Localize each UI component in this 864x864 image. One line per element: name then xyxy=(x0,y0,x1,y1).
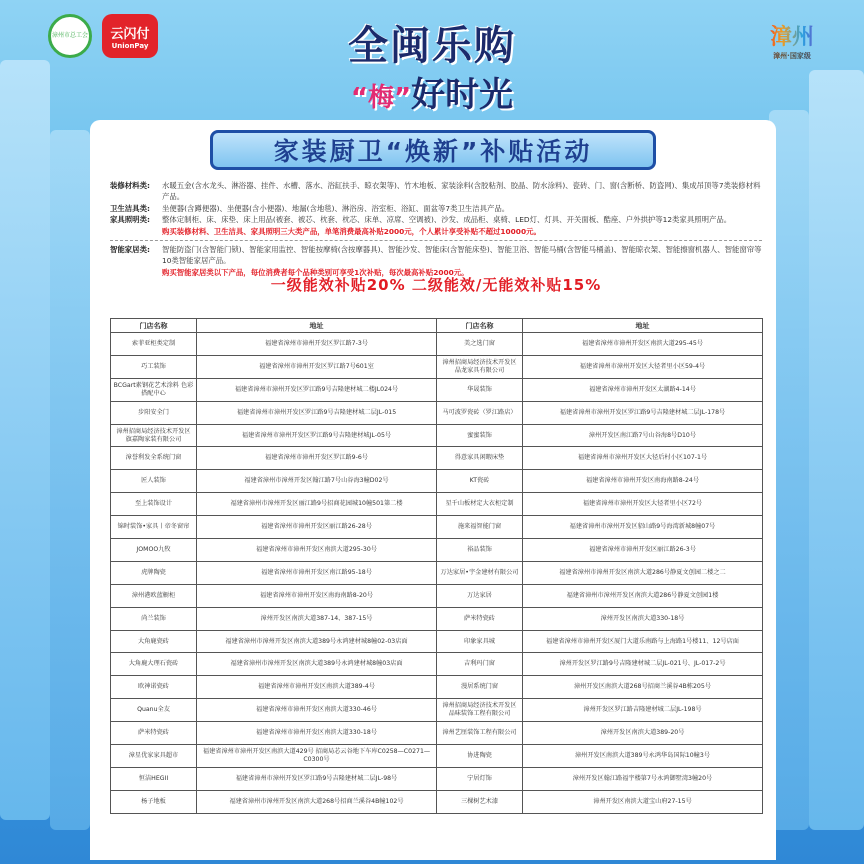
category-text: 智能防盗门(含智能门锁)、智能家用监控、智能按摩椅(含按摩器具)、智能沙发、智能床(含智能床垫)、智能卫浴、智能马桶(含智能马桶盖)、智能晾衣架、智能擦窗机器人、智能窗帘等10类智能家居产品。 xyxy=(162,245,762,266)
category-row xyxy=(110,180,762,203)
store-address-cell: 福建省漳州市漳州开发区南滨大道330-18号 xyxy=(197,722,437,745)
store-name-cell: 施来福智能门窗 xyxy=(437,516,523,539)
store-address-cell: 福建省漳州市漳州开发区大径者里小区59-4号 xyxy=(523,355,763,378)
store-address-cell: 福建省漳州市漳州开发区罗江路9号吉隆建材城二层JL-015 xyxy=(197,401,437,424)
store-name-cell: 漳星优家家具超市 xyxy=(111,745,197,768)
unionpay-logo-text: 云闪付 xyxy=(110,26,150,42)
header-store-name: 门店名称 xyxy=(437,319,523,333)
table-row xyxy=(111,401,763,424)
store-name-cell: 得意家具闲暇床垫 xyxy=(437,447,523,470)
table-row xyxy=(111,355,763,378)
background-building-right xyxy=(809,70,864,830)
table-row xyxy=(111,470,763,493)
store-address-cell: 福建省漳州市漳州开发区罗江路9号吉隆建材城JL-05号 xyxy=(197,424,437,447)
store-name-cell: 锦时装饰•家具丨帝冬窗帘 xyxy=(111,516,197,539)
store-name-cell: 蜜蜜装饰 xyxy=(437,424,523,447)
table-row xyxy=(111,584,763,607)
store-name-cell: 美之选门窗 xyxy=(437,333,523,356)
store-name-cell: 至上装饰设计 xyxy=(111,493,197,516)
store-address-cell: 福建省漳州市漳州开发区罗江路9-6号 xyxy=(197,447,437,470)
hero-title-rest: 好时光 xyxy=(411,75,514,115)
store-name-cell: 宁居灯饰 xyxy=(437,767,523,790)
hero-title-mei: “梅” xyxy=(350,83,412,113)
store-address-cell: 福建省漳州市漳州开发区南滨大道286号静夏文创园1楼 xyxy=(523,584,763,607)
store-name-cell: 三棵树艺术漆 xyxy=(437,790,523,813)
store-address-cell: 福建省漳州市漳州开发区罗江路7号601室 xyxy=(197,355,437,378)
store-address-cell: 福建省漳州市漳州开发区南海南路8-20号 xyxy=(197,584,437,607)
store-name-cell: 万达家居 xyxy=(437,584,523,607)
store-address-cell: 福建省漳州市漳州开发区南滨大道389号永鸿建材城8幢02-03店面 xyxy=(197,630,437,653)
smart-subsidy-note: 购买智能家居类以下产品，每位消费者每个品种类别可享受1次补贴，每次最高补贴2000元。 xyxy=(162,267,469,277)
header-address: 地址 xyxy=(523,319,763,333)
store-address-cell: 福建省漳州市漳州开发区罗江路9号吉隆建材城二层JL-98号 xyxy=(197,767,437,790)
store-name-cell: 大角鹿瓷砖 xyxy=(111,630,197,653)
store-name-cell: 尚兰装饰 xyxy=(111,607,197,630)
unionpay-logo-subtext: UnionPay xyxy=(111,41,149,50)
store-table-body xyxy=(111,333,763,814)
store-name-cell: 印象家具城 xyxy=(437,630,523,653)
store-name-cell: 萨米特瓷砖 xyxy=(111,722,197,745)
store-address-cell: 漳州开发区翰江路福宇楼第7号永鸿御墅湾3幢20号 xyxy=(523,767,763,790)
divider xyxy=(110,240,762,241)
store-address-cell: 福建省漳州市漳州开发区大径者里小区72号 xyxy=(523,493,763,516)
store-name-cell: 欧神诺瓷砖 xyxy=(111,676,197,699)
store-name-cell: 裕品装饰 xyxy=(437,539,523,562)
store-name-cell: 索菲亚柜类定制 xyxy=(111,333,197,356)
store-name-cell: 漳州艺厘装饰工程有限公司 xyxy=(437,722,523,745)
table-row xyxy=(111,722,763,745)
table-row xyxy=(111,790,763,813)
store-name-cell: 虎牌陶瓷 xyxy=(111,561,197,584)
store-name-cell: 漫居系统门窗 xyxy=(437,676,523,699)
store-address-cell: 福建省漳州市漳州开发区南滨大道268号招商兰溪谷4B幢102号 xyxy=(197,790,437,813)
store-address-cell: 福建省漳州市漳州开发区南滨大道389号永鸿建材城8幢03店面 xyxy=(197,653,437,676)
store-address-cell: 福建省漳州市漳州开发区大径后村小区107-1号 xyxy=(523,447,763,470)
store-address-cell: 福建省漳州市漳州开发区南滨大道429号 招商局芯云谷地下车库C0258—C0271—C0300号 xyxy=(197,745,437,768)
table-row xyxy=(111,333,763,356)
category-label: 家具照明类: xyxy=(110,215,150,225)
store-address-cell: 福建省漳州市漳州开发区南滨大道286号静夏文创园二楼之二 xyxy=(523,561,763,584)
store-name-cell: 星千山板材定大衣柜定制 xyxy=(437,493,523,516)
store-name-cell: JOMOO九牧 xyxy=(111,539,197,562)
campaign-banner: 家装厨卫“焕新”补贴活动 xyxy=(210,130,656,170)
category-section xyxy=(110,180,762,295)
store-address-cell: 福建省漳州市漳州开发区貂山路9号海湾新城8幢07号 xyxy=(523,516,763,539)
header-store-name: 门店名称 xyxy=(111,319,197,333)
category-text: 坐便器(含蹲便器)、坐便器(含小便器)、地漏(含地毯)、淋浴房、浴室柜、浴缸、面盆等7类卫生洁具产品。 xyxy=(162,203,510,213)
store-name-cell: Quanu全友 xyxy=(111,699,197,722)
store-name-cell: 萨米特瓷砖 xyxy=(437,607,523,630)
city-brand-logo-text: 漳州 xyxy=(769,24,814,50)
store-address-cell: 漳州开发区南滨大道389号永鸿华岛国际10幢3号 xyxy=(523,745,763,768)
store-address-cell: 福建省漳州市漳州开发区南江路95-18号 xyxy=(197,561,437,584)
store-address-cell: 福建省漳州市漳州开发区南滨大道295-45号 xyxy=(523,333,763,356)
table-row xyxy=(111,767,763,790)
store-address-cell: 福建省漳州市漳州开发区南滨大道389-4号 xyxy=(197,676,437,699)
store-name-cell: 恒洁HEGII xyxy=(111,767,197,790)
table-row xyxy=(111,516,763,539)
table-row xyxy=(111,539,763,562)
table-row xyxy=(111,561,763,584)
table-row xyxy=(111,676,763,699)
store-address-cell: 漳州开发区南江路7号山谷海8号D10号 xyxy=(523,424,763,447)
category-text: 整体定制柜、床、床垫、床上用品(被套、被芯、枕套、枕芯、床单、凉席、空调被)、沙发、成品柜、桌椅、LED灯、灯具、开关面板、酷座、户外拱护等12类家具照明产品。 xyxy=(162,215,732,225)
store-name-cell: 漳誉利发全系统门窗 xyxy=(111,447,197,470)
store-name-cell: 巧工装饰 xyxy=(111,355,197,378)
table-row xyxy=(111,745,763,768)
store-address-cell: 福建省漳州市漳州开发区罗江路7-3号 xyxy=(197,333,437,356)
energy-efficiency-subsidy: 一级能效补贴20% 二级能效/无能效补贴15% xyxy=(270,276,602,295)
store-address-cell: 福建省漳州市漳州开发区罗江路9号吉隆建材城二楼JL024号 xyxy=(197,378,437,401)
table-row xyxy=(111,493,763,516)
store-address-cell: 福建省漳州市漳州开发区丽江路26-3号 xyxy=(523,539,763,562)
store-name-cell: 吉利玛门窗 xyxy=(437,653,523,676)
table-row xyxy=(111,378,763,401)
category-row xyxy=(110,203,762,214)
store-name-cell: 协进陶瓷 xyxy=(437,745,523,768)
store-address-cell: 漳州开发区南滨大道330-18号 xyxy=(523,607,763,630)
background-building-left-2 xyxy=(50,130,90,830)
store-name-cell: 漳州招商局经济技术开发区 旗嘉陶家装有限公司 xyxy=(111,424,197,447)
table-row xyxy=(111,630,763,653)
table-row xyxy=(111,607,763,630)
category-text: 水暖五金(含水龙头、淋浴器、挂件、水槽、落水、浴缸扶手、晾衣架等)、竹木地板、家装涂料(含胶粘剂、胶晶、防水涂料)、瓷砖、门、窗(含断桥、防盗网)、集成吊顶等7类装修材料产品。 xyxy=(162,181,761,202)
store-address-cell: 福建省漳州市漳州开发区南滨大道295-30号 xyxy=(197,539,437,562)
store-address-cell: 福建省漳州市漳州开发区丽江路26-28号 xyxy=(197,516,437,539)
store-name-cell: 漳州港欧蓝橱柜 xyxy=(111,584,197,607)
category-row xyxy=(110,214,762,225)
table-row xyxy=(111,653,763,676)
table-row xyxy=(111,424,763,447)
hero-title xyxy=(0,14,864,136)
store-address-cell: 漳州开发区罗江路吉隆建材城二层JL-198号 xyxy=(523,699,763,722)
store-address-cell: 福建省漳州市漳州开发区南海南路8-24号 xyxy=(523,470,763,493)
header-address: 地址 xyxy=(197,319,437,333)
store-address-cell: 福建省漳州市漳州开发区南滨大道330-46号 xyxy=(197,699,437,722)
city-brand-logo-subtext: 漳州·国家级 xyxy=(773,51,811,60)
store-table xyxy=(110,318,763,814)
store-name-cell: BCGart素钢花艺术涂料 色彩搭配中心 xyxy=(111,378,197,401)
store-address-cell: 福建省漳州市漳州开发区翰江路7号山谷海3幢D02号 xyxy=(197,470,437,493)
store-address-cell: 漳州开发区南滨大道389-20号 xyxy=(523,722,763,745)
subsidy-note: 购买装修材料、卫生洁具、家具照明三大类产品，单笔消费最高补贴2000元，个人累计享受补贴不超过10000元。 xyxy=(162,226,541,236)
category-label: 装修材料类: xyxy=(110,181,150,190)
table-row xyxy=(111,699,763,722)
hero-title-line2 xyxy=(0,67,864,116)
store-address-cell: 漳州开发区南滨大道387-14、387-15号 xyxy=(197,607,437,630)
store-name-cell: 步阳安全门 xyxy=(111,401,197,424)
store-address-cell: 福建省漳州市漳州开发区丽江路9号招商花园城10幢501第二楼 xyxy=(197,493,437,516)
table-header-row xyxy=(111,319,763,333)
content-card xyxy=(90,120,776,860)
store-address-cell: 漳州开发区南滨大道268号招商兰溪谷4B栋205号 xyxy=(523,676,763,699)
store-name-cell: 匠人装饰 xyxy=(111,470,197,493)
store-name-cell: 万达家居•宇金建材有限公司 xyxy=(437,561,523,584)
hero-title-line1: 全闽乐购 xyxy=(348,23,516,69)
store-name-cell: 漳州招商局经济技术开发区 晶龙家具有限公司 xyxy=(437,355,523,378)
category-label: 卫生洁具类: xyxy=(110,203,150,213)
store-name-cell: 大角鹿大理石瓷砖 xyxy=(111,653,197,676)
store-address-cell: 福建省漳州市漳州开发区太湖路4-14号 xyxy=(523,378,763,401)
category-row-smart xyxy=(110,244,762,267)
store-address-cell: 漳州开发区南滨大道宝山府27-15号 xyxy=(523,790,763,813)
store-address-cell: 漳州开发区罗江路9号吉隆建材城二层JL-021号、JL-017-2号 xyxy=(523,653,763,676)
store-name-cell: 马可波罗瓷砖（罗江路店） xyxy=(437,401,523,424)
category-label: 智能家居类: xyxy=(110,245,150,255)
store-name-cell: 华晟装饰 xyxy=(437,378,523,401)
store-address-cell: 福建省漳州市漳州开发区罗江路9号吉隆建材城二层JL-178号 xyxy=(523,401,763,424)
union-logo: 漳州市总工会 xyxy=(48,14,92,58)
store-address-cell: 福建省漳州市漳州开发区厦门大道乐南路与上海路1号楼11、12号店面 xyxy=(523,630,763,653)
table-row xyxy=(111,447,763,470)
background-building-left xyxy=(0,60,50,820)
store-name-cell: 杨子地板 xyxy=(111,790,197,813)
store-name-cell: 漳州招商局经济技术开发区 品味装饰工程有限公司 xyxy=(437,699,523,722)
store-name-cell: KT瓷砖 xyxy=(437,470,523,493)
